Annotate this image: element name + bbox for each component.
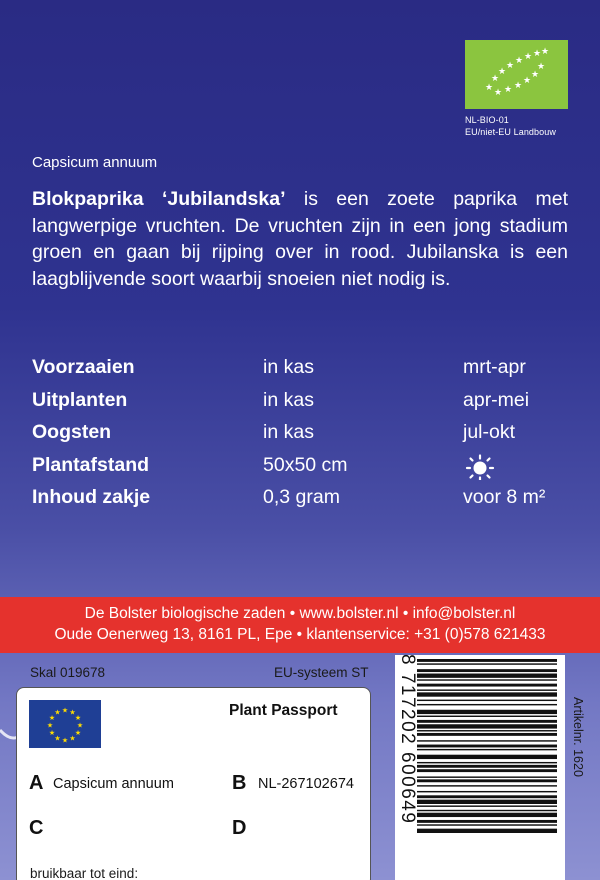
skal-number: Skal 019678 [30, 665, 106, 680]
barcode-bar [417, 785, 557, 786]
organic-code: NL-BIO-01 [465, 115, 509, 125]
sowing-location: 0,3 gram [263, 486, 340, 508]
contact-line-1: De Bolster biologische zaden • www.bolster.nl • info@bolster.nl [84, 605, 516, 622]
organic-star: ★ [523, 51, 533, 61]
barcode-bar [417, 710, 557, 714]
barcode [395, 655, 565, 880]
barcode-bar [417, 776, 557, 777]
eu-flag-star: ★ [69, 735, 76, 743]
sowing-period: apr-mei [463, 388, 530, 411]
sowing-row [32, 421, 572, 454]
plant-passport [16, 687, 371, 880]
barcode-bar [417, 720, 557, 723]
organic-star: ★ [513, 80, 523, 90]
sowing-table [32, 356, 572, 519]
sowing-location: 50x50 cm [263, 453, 348, 476]
barcode-bar [417, 659, 557, 662]
eu-system-label: EU-systeem ST [274, 665, 369, 680]
barcode-bar [417, 762, 557, 763]
sowing-row [32, 454, 572, 487]
sowing-period: mrt-apr [463, 356, 526, 378]
barcode-bar [417, 824, 557, 825]
sowing-period: voor 8 m² [463, 486, 546, 508]
eu-flag-star: ★ [69, 709, 76, 717]
sowing-label: Uitplanten [32, 388, 128, 411]
eu-flag-star: ★ [54, 735, 61, 743]
organic-star: ★ [514, 55, 524, 65]
barcode-bar [417, 779, 557, 782]
barcode-bar [417, 700, 557, 701]
eu-flag-star: ★ [74, 730, 82, 737]
organic-star: ★ [536, 61, 546, 71]
passport-letter-a: A [29, 772, 44, 794]
best-before-label: bruikbaar tot eind: [30, 866, 139, 880]
barcode-bar [417, 829, 557, 833]
eu-flag-star: ★ [46, 722, 54, 730]
eu-flag-star: ★ [48, 715, 56, 722]
organic-star: ★ [505, 60, 515, 70]
sowing-label: Plantafstand [32, 453, 150, 476]
plant-passport-title: Plant Passport [229, 702, 338, 719]
organic-star: ★ [540, 46, 550, 56]
eu-organic-leaf-icon [465, 40, 568, 109]
barcode-bar [417, 674, 557, 678]
barcode-bar [417, 800, 557, 804]
sowing-row [32, 486, 572, 519]
organic-star: ★ [503, 84, 513, 94]
variety-description [32, 186, 568, 292]
sowing-location: in kas [263, 421, 314, 443]
barcode-bar [417, 679, 557, 680]
barcode-bar [417, 724, 557, 728]
organic-star: ★ [532, 48, 542, 58]
eu-flag-star: ★ [61, 707, 69, 715]
organic-star: ★ [484, 82, 494, 92]
barcode-bar [417, 813, 557, 817]
barcode-bar [417, 810, 557, 811]
organic-star: ★ [490, 73, 500, 83]
barcode-bar [417, 820, 557, 823]
barcode-bar [417, 795, 557, 798]
passport-letter-b: B [232, 772, 247, 794]
barcode-bar [417, 769, 557, 772]
sowing-label: Voorzaaien [32, 356, 135, 378]
contact-line-2: Oude Oenerweg 13, 8161 PL, Epe • klantenservice: +31 (0)578 621433 [54, 626, 546, 643]
article-number [568, 697, 590, 820]
organic-certification [465, 114, 595, 138]
barcode-bar [417, 791, 557, 792]
organic-star: ★ [530, 69, 540, 79]
barcode-bar [417, 692, 557, 696]
passport-letter-c: C [29, 817, 44, 839]
sowing-location: in kas [263, 388, 314, 411]
eu-flag-star: ★ [48, 730, 56, 737]
barcode-bar [417, 669, 557, 672]
organic-star: ★ [497, 66, 507, 76]
barcode-bar [417, 689, 557, 690]
eu-flag-star: ★ [74, 715, 82, 722]
variety-title: Blokpaprika ‘Jubilandska’ [32, 188, 286, 210]
barcode-bar [417, 755, 557, 759]
eu-flag-star: ★ [54, 709, 61, 717]
barcode-bar [417, 730, 557, 731]
variety-body: is een zoete paprika met langwerpige vruchten. De vruchten zijn in een jong stadium groen en gaan bij rijping over in rood. Jubilanska is een laagblijvende soort waarbij snoeien niet nodig is. [32, 188, 568, 290]
sowing-location: in kas [263, 356, 314, 378]
passport-letter-d: D [232, 817, 247, 839]
sowing-row [32, 389, 572, 422]
sowing-label: Oogsten [32, 421, 112, 443]
barcode-digits [395, 655, 417, 880]
barcode-bar [417, 805, 557, 806]
latin-name: Capsicum annuum [32, 154, 158, 171]
ean-number: 8 717202 600649 [397, 654, 418, 825]
barcode-bar [417, 704, 557, 705]
barcode-bar [417, 749, 557, 750]
barcode-bar [417, 740, 557, 741]
eu-flag-star: ★ [76, 722, 84, 730]
full-sun-icon [463, 454, 497, 480]
barcode-bar [417, 733, 557, 736]
passport-botanical-name: Capsicum annuum [53, 776, 174, 792]
barcode-bar [417, 716, 557, 717]
article-number-text: Artikelnr. 1620 [571, 697, 585, 777]
organic-origin: EU/niet-EU Landbouw [465, 127, 556, 137]
barcode-bar [417, 663, 557, 664]
barcode-bar [417, 765, 557, 768]
sowing-period: jul-okt [463, 421, 516, 443]
passport-registration: NL-267102674 [258, 776, 354, 792]
sowing-label: Inhoud zakje [32, 486, 151, 508]
organic-star: ★ [522, 75, 532, 85]
barcode-bar [417, 745, 557, 748]
contact-band [0, 597, 600, 653]
eu-flag-icon [29, 700, 101, 748]
sowing-row [32, 356, 572, 389]
eu-flag-star: ★ [61, 737, 69, 745]
barcode-bar [417, 684, 557, 687]
organic-star: ★ [493, 87, 503, 97]
